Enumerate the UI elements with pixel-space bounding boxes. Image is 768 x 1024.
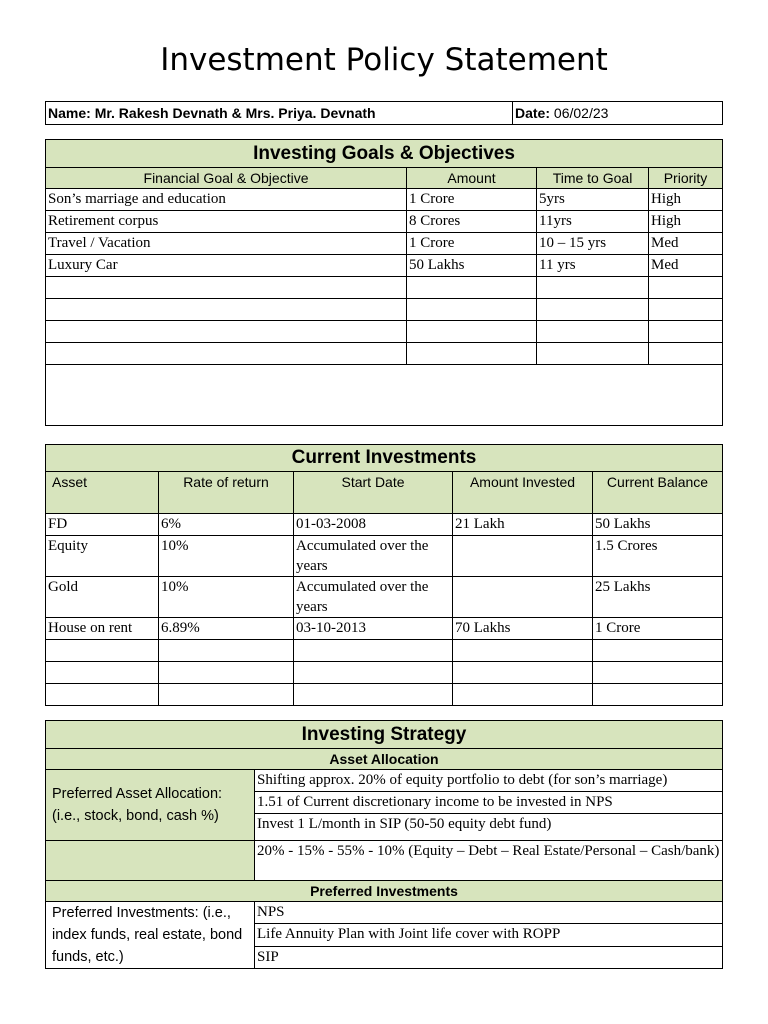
goal-cell: 1 Crore bbox=[407, 233, 537, 255]
goal-cell: 11yrs bbox=[537, 211, 649, 233]
investments-col-header: Asset bbox=[46, 472, 159, 514]
investment-cell bbox=[453, 577, 593, 618]
investment-cell: 21 Lakh bbox=[453, 514, 593, 536]
goal-cell: Med bbox=[649, 255, 723, 277]
goal-cell: High bbox=[649, 211, 723, 233]
client-info-table bbox=[45, 101, 723, 125]
investment-cell bbox=[453, 536, 593, 577]
goal-cell: Retirement corpus bbox=[46, 211, 407, 233]
goal-cell: 11 yrs bbox=[537, 255, 649, 277]
investment-cell: 01-03-2008 bbox=[294, 514, 453, 536]
investments-col-header: Amount Invested bbox=[453, 472, 593, 514]
client-name-cell bbox=[46, 102, 513, 125]
allocation-item: 1.51 of Current discretionary income to be invested in NPS bbox=[255, 792, 723, 814]
empty-row bbox=[46, 321, 723, 343]
allocation-label: Preferred Asset Allocation: (i.e., stock, bond, cash %) bbox=[46, 770, 255, 841]
table-row bbox=[46, 618, 723, 640]
goal-cell: 50 Lakhs bbox=[407, 255, 537, 277]
goals-col-header: Time to Goal bbox=[537, 168, 649, 189]
investment-cell: 1 Crore bbox=[593, 618, 723, 640]
allocation-split: 20% - 15% - 55% - 10% (Equity – Debt – Real Estate/Personal – Cash/bank) bbox=[255, 841, 723, 881]
investment-cell: 03-10-2013 bbox=[294, 618, 453, 640]
strategy-title: Investing Strategy bbox=[46, 721, 723, 749]
goals-col-header: Priority bbox=[649, 168, 723, 189]
preferred-label: Preferred Investments: (i.e., index funds, real estate, bond funds, etc.) bbox=[46, 902, 255, 969]
name-value: Mr. Rakesh Devnath & Mrs. Priya. Devnath bbox=[94, 105, 376, 121]
goals-col-header: Amount bbox=[407, 168, 537, 189]
table-row bbox=[46, 577, 723, 618]
document-title: Investment Policy Statement bbox=[160, 42, 608, 78]
investment-cell: House on rent bbox=[46, 618, 159, 640]
investment-cell: Accumulated over the years bbox=[294, 536, 453, 577]
table-row bbox=[46, 189, 723, 211]
investment-cell: 1.5 Crores bbox=[593, 536, 723, 577]
preferred-item: SIP bbox=[255, 946, 723, 968]
allocation-item: Invest 1 L/month in SIP (50-50 equity debt fund) bbox=[255, 814, 723, 841]
goals-title: Investing Goals & Objectives bbox=[46, 140, 723, 168]
goals-table bbox=[45, 139, 723, 426]
table-row bbox=[46, 211, 723, 233]
strategy-table bbox=[45, 720, 723, 969]
investments-col-header: Start Date bbox=[294, 472, 453, 514]
goal-cell: 1 Crore bbox=[407, 189, 537, 211]
investments-title: Current Investments bbox=[46, 445, 723, 472]
empty-row bbox=[46, 343, 723, 365]
asset-allocation-header: Asset Allocation bbox=[46, 749, 723, 770]
allocation-split-label-cell bbox=[46, 841, 255, 881]
name-label: Name: bbox=[48, 105, 91, 121]
date-value: 06/02/23 bbox=[553, 105, 609, 121]
goal-cell: 8 Crores bbox=[407, 211, 537, 233]
goal-cell: Med bbox=[649, 233, 723, 255]
date-label: Date: bbox=[515, 105, 551, 121]
preferred-item: Life Annuity Plan with Joint life cover with ROPP bbox=[255, 924, 723, 946]
investment-cell: Gold bbox=[46, 577, 159, 618]
investments-col-header: Current Balance bbox=[593, 472, 723, 514]
preferred-item: NPS bbox=[255, 902, 723, 924]
investment-cell: Accumulated over the years bbox=[294, 577, 453, 618]
allocation-item: Shifting approx. 20% of equity portfolio to debt (for son’s marriage) bbox=[255, 770, 723, 792]
investment-cell: 10% bbox=[159, 536, 294, 577]
table-row bbox=[46, 514, 723, 536]
goal-cell: High bbox=[649, 189, 723, 211]
empty-row bbox=[46, 277, 723, 299]
table-row bbox=[46, 255, 723, 277]
investment-cell: Equity bbox=[46, 536, 159, 577]
empty-row bbox=[46, 662, 723, 684]
investment-cell: 70 Lakhs bbox=[453, 618, 593, 640]
goal-cell: Son’s marriage and education bbox=[46, 189, 407, 211]
investment-cell: 10% bbox=[159, 577, 294, 618]
investment-cell: FD bbox=[46, 514, 159, 536]
notes-row bbox=[46, 365, 723, 426]
goal-cell: 10 – 15 yrs bbox=[537, 233, 649, 255]
empty-row bbox=[46, 299, 723, 321]
investment-cell: 25 Lakhs bbox=[593, 577, 723, 618]
preferred-investments-header: Preferred Investments bbox=[46, 881, 723, 902]
investments-col-header: Rate of return bbox=[159, 472, 294, 514]
table-row bbox=[46, 536, 723, 577]
goal-cell: Luxury Car bbox=[46, 255, 407, 277]
investments-table bbox=[45, 444, 723, 706]
investment-cell: 6% bbox=[159, 514, 294, 536]
table-row bbox=[46, 233, 723, 255]
investment-cell: 50 Lakhs bbox=[593, 514, 723, 536]
empty-row bbox=[46, 684, 723, 706]
date-cell bbox=[513, 102, 723, 125]
goals-col-header: Financial Goal & Objective bbox=[46, 168, 407, 189]
goal-cell: Travel / Vacation bbox=[46, 233, 407, 255]
goal-cell: 5yrs bbox=[537, 189, 649, 211]
empty-row bbox=[46, 640, 723, 662]
investment-cell: 6.89% bbox=[159, 618, 294, 640]
